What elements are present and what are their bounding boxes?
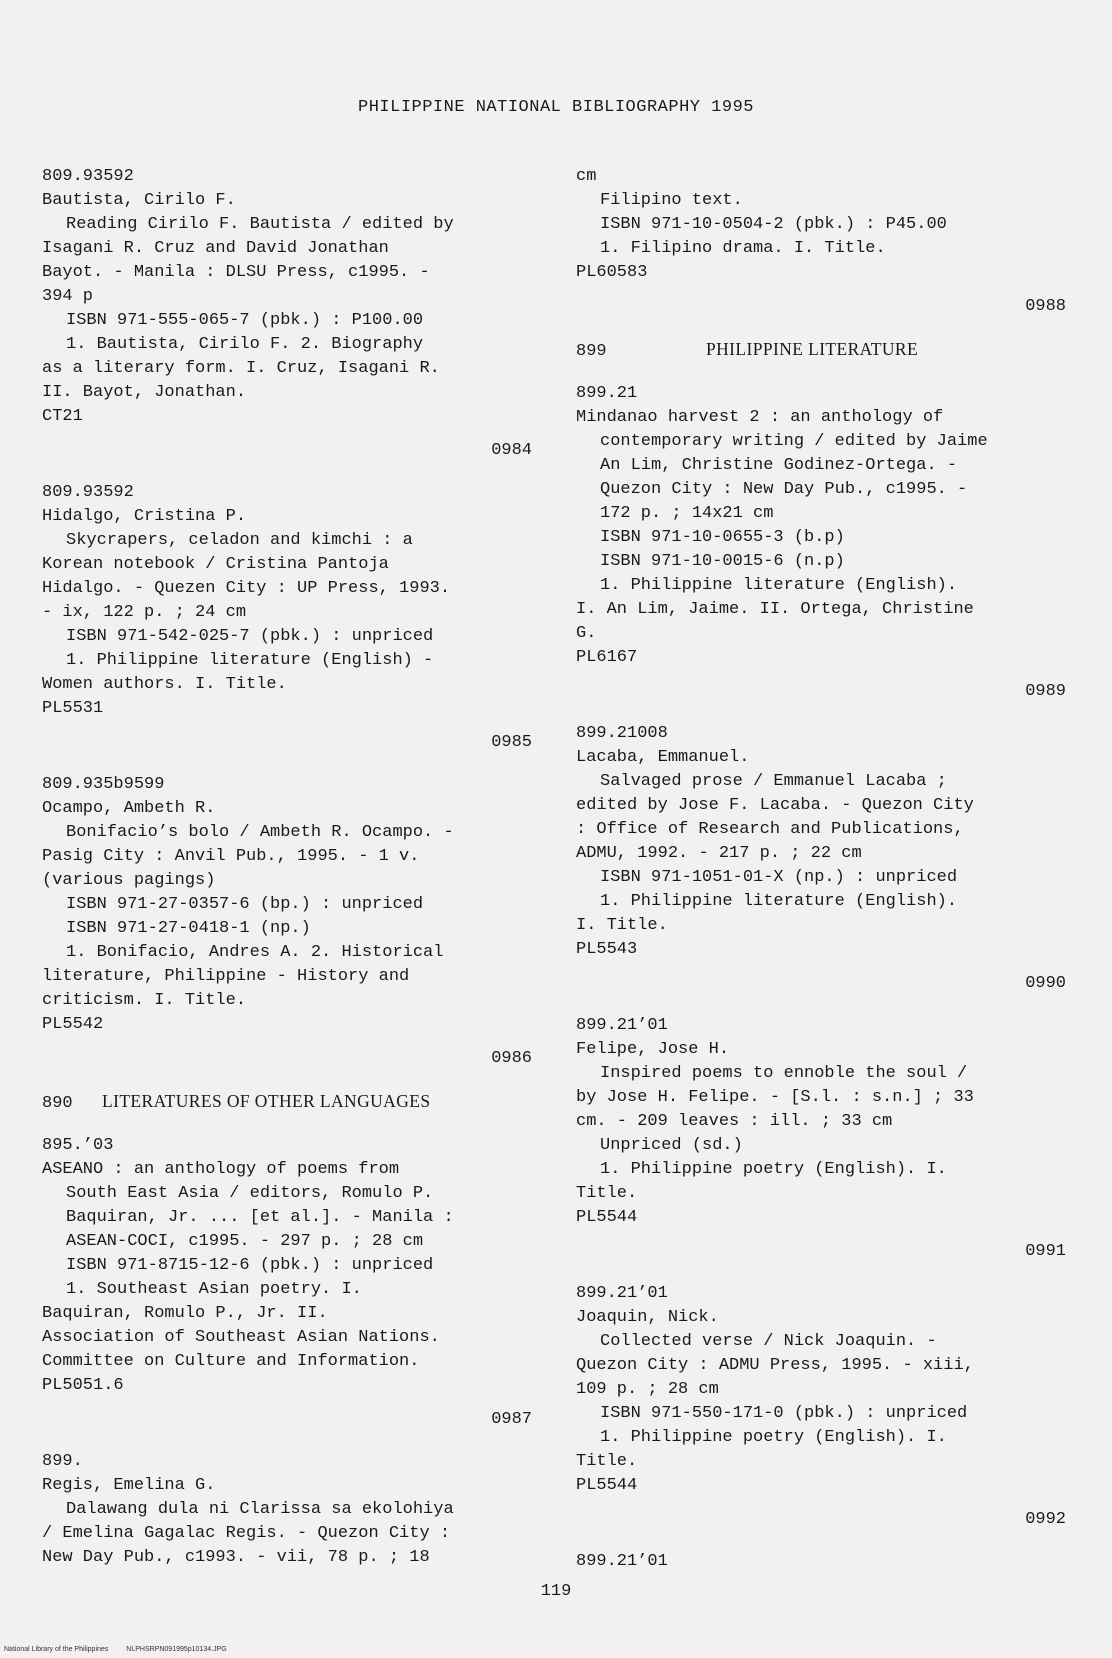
desc-line: Quezon City : New Day Pub., c1995. - (600, 480, 968, 499)
call-number: PL5544 (576, 1208, 638, 1227)
section-code: 899 (576, 342, 607, 361)
bib-entry-0991 (576, 1014, 1066, 1264)
subject-line: G. (576, 624, 597, 643)
title-line: Bonifacio’s bolo / Ambeth R. Ocampo. - (66, 823, 454, 842)
call-number: CT21 (42, 407, 83, 426)
isbn-line: ISBN 971-555-065-7 (pbk.) : P100.00 (66, 311, 424, 330)
isbn-line: ISBN 971-1051-01-X (np.) : unpriced (600, 868, 958, 887)
entry-number: 0990 (1025, 974, 1066, 993)
desc-line: contemporary writing / edited by Jaime (600, 432, 988, 451)
class-number: 809.93592 (42, 167, 134, 186)
bib-entry-0992 (576, 1282, 1066, 1532)
class-number: 899. (42, 1452, 83, 1471)
isbn-line: ISBN 971-10-0655-3 (b.p) (600, 528, 845, 547)
bib-entry-0984 (42, 165, 532, 463)
desc-line: 172 p. ; 14x21 cm (600, 504, 774, 523)
isbn-line: ISBN 971-10-0015-6 (n.p) (600, 552, 845, 571)
bib-entry-0987 (42, 1134, 532, 1432)
bib-entry-0988-start (42, 1450, 532, 1570)
call-number: PL5543 (576, 940, 638, 959)
class-number: 899.21008 (576, 724, 668, 743)
call-number: PL5542 (42, 1015, 104, 1034)
desc-line: Hidalgo. - Quezen City : UP Press, 1993. (42, 579, 451, 598)
desc-line: 394 p (42, 287, 94, 306)
author: Hidalgo, Cristina P. (42, 507, 247, 526)
entry-number: 0987 (491, 1410, 532, 1429)
desc-line: (various pagings) (42, 871, 216, 890)
entry-number: 0985 (491, 733, 532, 752)
author: Joaquin, Nick. (576, 1308, 719, 1327)
isbn-line: ISBN 971-542-025-7 (pbk.) : unpriced (66, 627, 434, 646)
bib-entry-0985 (42, 481, 532, 755)
desc-line: Bayot. - Manila : DLSU Press, c1995. - (42, 263, 430, 282)
desc-line: cm (576, 167, 597, 186)
title-line: ASEANO : an anthology of poems from (42, 1160, 400, 1179)
class-number: 899.21 (576, 384, 638, 403)
subject-line: 1. Philippine literature (English). (600, 576, 958, 595)
subject-line: II. Bayot, Jonathan. (42, 383, 247, 402)
desc-line: edited by Jose F. Lacaba. - Quezon City (576, 796, 974, 815)
author: Felipe, Jose H. (576, 1040, 730, 1059)
section-title: PHILIPPINE LITERATURE (706, 339, 919, 359)
subject-line: Title. (576, 1452, 638, 1471)
section-heading-899 (576, 337, 1066, 364)
section-title: LITERATURES OF OTHER LANGUAGES (102, 1091, 431, 1111)
isbn-line: ISBN 971-27-0418-1 (np.) (66, 919, 311, 938)
bib-entry-0988-end (576, 165, 1066, 319)
price-line: Unpriced (sd.) (600, 1136, 743, 1155)
call-number: PL5051.6 (42, 1376, 124, 1395)
left-column (42, 165, 532, 1570)
entry-number: 0992 (1025, 1510, 1066, 1529)
bib-entry-0989 (576, 382, 1066, 704)
call-number: PL6167 (576, 648, 638, 667)
desc-line: Isagani R. Cruz and David Jonathan (42, 239, 389, 258)
desc-line: An Lim, Christine Godinez-Ortega. - (600, 456, 958, 475)
call-number: PL60583 (576, 263, 648, 282)
author: Lacaba, Emmanuel. (576, 748, 750, 767)
isbn-line: ISBN 971-10-0504-2 (pbk.) : P45.00 (600, 215, 947, 234)
title-line: Inspired poems to ennoble the soul / (600, 1064, 968, 1083)
entry-number: 0984 (491, 441, 532, 460)
subject-line: Baquiran, Romulo P., Jr. II. (42, 1304, 328, 1323)
subject-line: I. An Lim, Jaime. II. Ortega, Christine (576, 600, 974, 619)
call-number: PL5531 (42, 699, 104, 718)
subject-line: Women authors. I. Title. (42, 675, 287, 694)
subject-line: Committee on Culture and Information. (42, 1352, 420, 1371)
section-heading-890 (42, 1089, 532, 1116)
subject-line: criticism. I. Title. (42, 991, 247, 1010)
subject-line: 1. Philippine literature (English) - (66, 651, 434, 670)
class-number: 809.93592 (42, 483, 134, 502)
bib-entry-0986 (42, 773, 532, 1071)
section-code: 890 (42, 1094, 73, 1113)
subject-line: 1. Philippine poetry (English). I. (600, 1160, 947, 1179)
footer-filename: NLPHSRPN091995p10134.JPG (126, 1646, 227, 1653)
title-line: Reading Cirilo F. Bautista / edited by (66, 215, 454, 234)
footer-library: National Library of the Philippines (4, 1646, 109, 1653)
desc-line: Korean notebook / Cristina Pantoja (42, 555, 389, 574)
subject-line: 1. Bonifacio, Andres A. 2. Historical (66, 943, 444, 962)
page-number: 119 (540, 1582, 572, 1601)
isbn-line: ISBN 971-8715-12-6 (pbk.) : unpriced (66, 1256, 434, 1275)
class-number: 899.21’01 (576, 1016, 668, 1035)
desc-line: Baquiran, Jr. ... [et al.]. - Manila : (66, 1208, 454, 1227)
desc-line: / Emelina Gagalac Regis. - Quezon City : (42, 1524, 451, 1543)
title-line: Collected verse / Nick Joaquin. - (600, 1332, 937, 1351)
desc-line: Quezon City : ADMU Press, 1995. - xiii, (576, 1356, 974, 1375)
entry-number: 0986 (491, 1049, 532, 1068)
desc-line: 109 p. ; 28 cm (576, 1380, 719, 1399)
right-column (576, 165, 1066, 1574)
title-line: Salvaged prose / Emmanuel Lacaba ; (600, 772, 947, 791)
call-number: PL5544 (576, 1476, 638, 1495)
desc-line: South East Asia / editors, Romulo P. (66, 1184, 434, 1203)
author: Regis, Emelina G. (42, 1476, 216, 1495)
subject-line: 1. Bautista, Cirilo F. 2. Biography (66, 335, 424, 354)
desc-line: ADMU, 1992. - 217 p. ; 22 cm (576, 844, 862, 863)
title-line: Skycrapers, celadon and kimchi : a (66, 531, 413, 550)
desc-line: Pasig City : Anvil Pub., 1995. - 1 v. (42, 847, 420, 866)
subject-line: as a literary form. I. Cruz, Isagani R. (42, 359, 440, 378)
title-line: Mindanao harvest 2 : an anthology of (576, 408, 944, 427)
subject-line: 1. Southeast Asian poetry. I. (66, 1280, 362, 1299)
entry-number: 0991 (1025, 1242, 1066, 1261)
note-line: Filipino text. (600, 191, 743, 210)
subject-line: 1. Filipino drama. I. Title. (600, 239, 886, 258)
title-line: Dalawang dula ni Clarissa sa ekolohiya (66, 1500, 454, 1519)
author: Ocampo, Ambeth R. (42, 799, 216, 818)
subject-line: I. Title. (576, 916, 668, 935)
isbn-line: ISBN 971-27-0357-6 (bp.) : unpriced (66, 895, 424, 914)
desc-line: by Jose H. Felipe. - [S.l. : s.n.] ; 33 (576, 1088, 974, 1107)
class-number: 899.21’01 (576, 1552, 668, 1571)
subject-line: literature, Philippine - History and (42, 967, 410, 986)
subject-line: Title. (576, 1184, 638, 1203)
isbn-line: ISBN 971-550-171-0 (pbk.) : unpriced (600, 1404, 968, 1423)
bib-entry-0993-start (576, 1550, 1066, 1574)
desc-line: - ix, 122 p. ; 24 cm (42, 603, 247, 622)
page-header: PHILIPPINE NATIONAL BIBLIOGRAPHY 1995 (358, 98, 754, 117)
desc-line: ASEAN-COCI, c1995. - 297 p. ; 28 cm (66, 1232, 424, 1251)
desc-line: : Office of Research and Publications, (576, 820, 964, 839)
subject-line: 1. Philippine literature (English). (600, 892, 958, 911)
bib-entry-0990 (576, 722, 1066, 996)
desc-line: cm. - 209 leaves : ill. ; 33 cm (576, 1112, 893, 1131)
entry-number: 0988 (1025, 297, 1066, 316)
scan-footer (4, 1646, 227, 1653)
subject-line: Association of Southeast Asian Nations. (42, 1328, 440, 1347)
class-number: 809.935b9599 (42, 775, 165, 794)
class-number: 899.21’01 (576, 1284, 668, 1303)
author: Bautista, Cirilo F. (42, 191, 236, 210)
entry-number: 0989 (1025, 682, 1066, 701)
desc-line: New Day Pub., c1993. - vii, 78 p. ; 18 (42, 1548, 430, 1567)
subject-line: 1. Philippine poetry (English). I. (600, 1428, 947, 1447)
class-number: 895.’03 (42, 1136, 114, 1155)
